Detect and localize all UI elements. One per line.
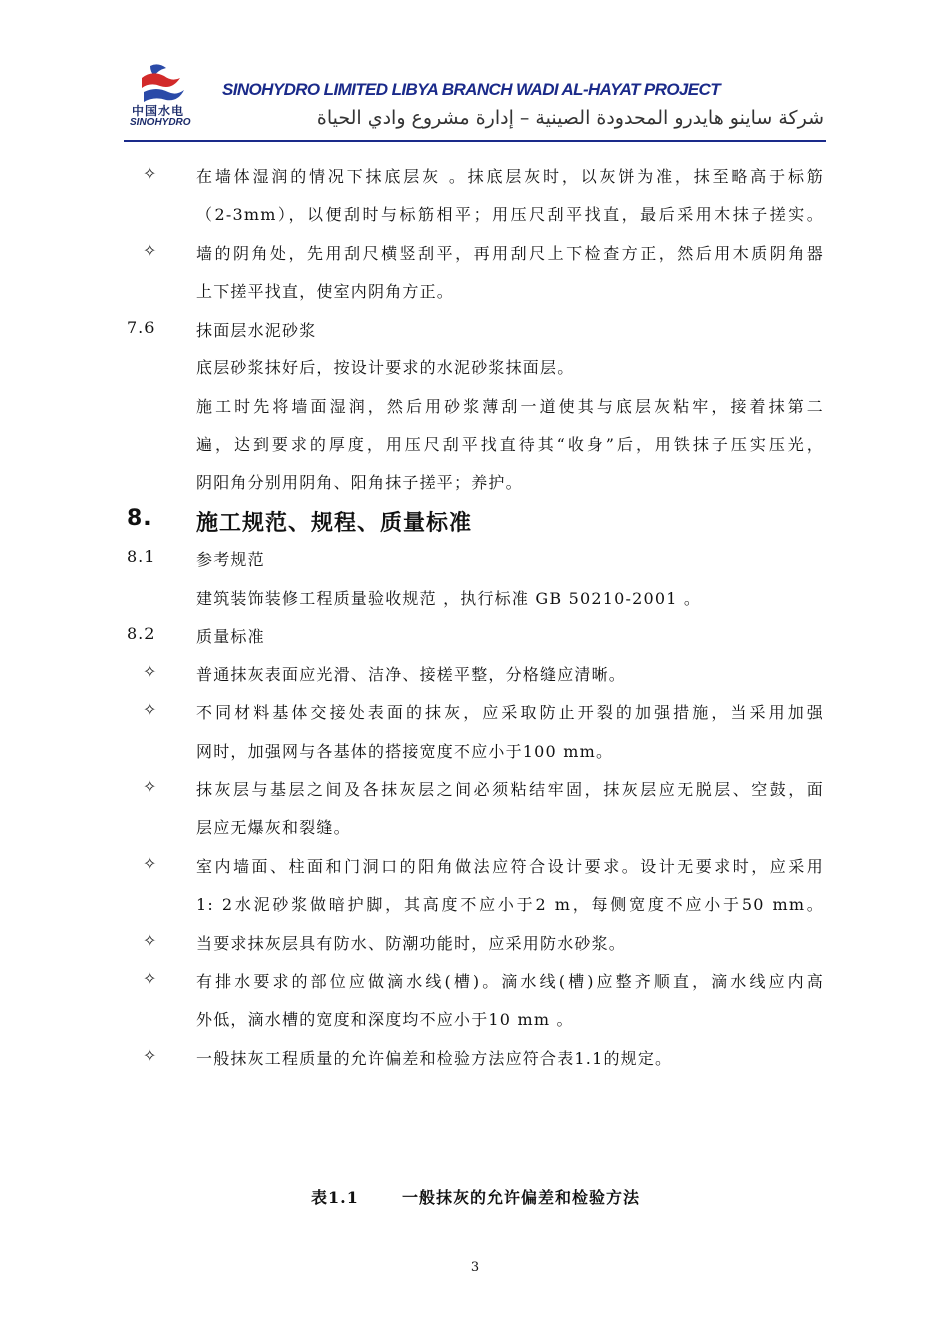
header-divider [124,140,826,142]
section-7-6-title: 抹面层水泥砂浆 [196,321,317,340]
bullet-1-line-1: 在墙体湿润的情况下抹底层灰 。抹底层灰时，以灰饼为准，抹至略高于标筋 [196,167,824,186]
heading-8-title: 施工规范、规程、质量标准 [196,511,473,536]
bullet-marker-icon: ✧ [143,931,157,950]
section-8-2-title: 质量标准 [196,627,265,646]
logo-english-text: SINOHYDRO [130,117,191,128]
bullet-2-line-1: 墙的阴角处，先用刮尺横竖刮平，再用刮尺上下检查方正，然后用木质阴角器 [196,244,824,263]
bullet-1-line-2: （2-3mm），以便刮时与标筋相平；用压尺刮平找直，最后采用木抹子搓实。 [196,205,824,224]
logo-chinese-text: 中国水电 [132,104,185,118]
paragraph-2-line-1: 施工时先将墙面湿润，然后用砂浆薄刮一道使其与底层灰粘牢，接着抹第二 [196,397,824,416]
company-name-english: SINOHYDRO LIMITED LIBYA BRANCH WADI AL-HAYAT PROJECT [222,80,720,99]
company-name-arabic: شركة ساينو هايدرو المحدودة الصينية – إدارة مشروع وادي الحياة [316,107,824,129]
bullet-marker-icon: ✧ [143,662,157,681]
heading-8-number: 8. [127,506,153,531]
quality-item-3-line-1: 抹灰层与基层之间及各抹灰层之间必须粘结牢固，抹灰层应无脱层、空鼓，面 [196,780,824,799]
bullet-marker-icon: ✧ [143,777,157,796]
bullet-marker-icon: ✧ [143,1046,157,1065]
table-caption-number: 表1.1 [311,1188,359,1207]
paragraph-2-line-3: 阴阳角分别用阴角、阳角抹子搓平；养护。 [196,473,523,492]
quality-item-6-line-2: 外低，滴水槽的宽度和深度均不应小于10 mm 。 [196,1010,574,1029]
table-caption-title: 一般抹灰的允许偏差和检验方法 [402,1188,641,1207]
section-8-1-text: 建筑装饰装修工程质量验收规范 ，执行标准 GB 50210-2001 。 [196,589,702,608]
section-7-6-number: 7.6 [127,318,156,337]
page-header [0,0,950,150]
section-8-2-number: 8.2 [127,624,156,643]
bullet-marker-icon: ✧ [143,164,157,183]
quality-item-2-line-1: 不同材料基体交接处表面的抹灰，应采取防止开裂的加强措施，当采用加强 [196,703,824,722]
quality-item-5: 当要求抹灰层具有防水、防潮功能时，应采用防水砂浆。 [196,934,627,953]
section-8-1-number: 8.1 [127,547,156,566]
quality-item-4-line-2: 1: 2水泥砂浆做暗护脚，其高度不应小于2 m，每侧宽度不应小于50 mm。 [196,895,824,914]
bullet-marker-icon: ✧ [143,854,157,873]
bullet-marker-icon: ✧ [143,969,157,988]
page-number: 3 [470,1260,480,1275]
quality-item-2-line-2: 网时，加强网与各基体的搭接宽度不应小于100 mm。 [196,742,614,761]
section-8-1-title: 参考规范 [196,550,265,569]
quality-item-6-line-1: 有排水要求的部位应做滴水线(槽)。滴水线(槽)应整齐顺直，滴水线应内高 [196,972,824,991]
paragraph-1: 底层砂浆抹好后，按设计要求的水泥砂浆抹面层。 [196,358,575,377]
bullet-marker-icon: ✧ [143,241,157,260]
bullet-2-line-2: 上下搓平找直，使室内阴角方正。 [196,282,455,301]
paragraph-2-line-2: 遍，达到要求的厚度，用压尺刮平找直待其“收身”后，用铁抹子压实压光， [196,435,824,454]
quality-item-7: 一般抹灰工程质量的允许偏差和检验方法应符合表1.1的规定。 [196,1049,673,1068]
bullet-marker-icon: ✧ [143,700,157,719]
quality-item-1: 普通抹灰表面应光滑、洁净、接槎平整，分格缝应清晰。 [196,665,627,684]
quality-item-3-line-2: 层应无爆灰和裂缝。 [196,818,351,837]
quality-item-4-line-1: 室内墙面、柱面和门洞口的阳角做法应符合设计要求。设计无要求时，应采用 [196,857,824,876]
